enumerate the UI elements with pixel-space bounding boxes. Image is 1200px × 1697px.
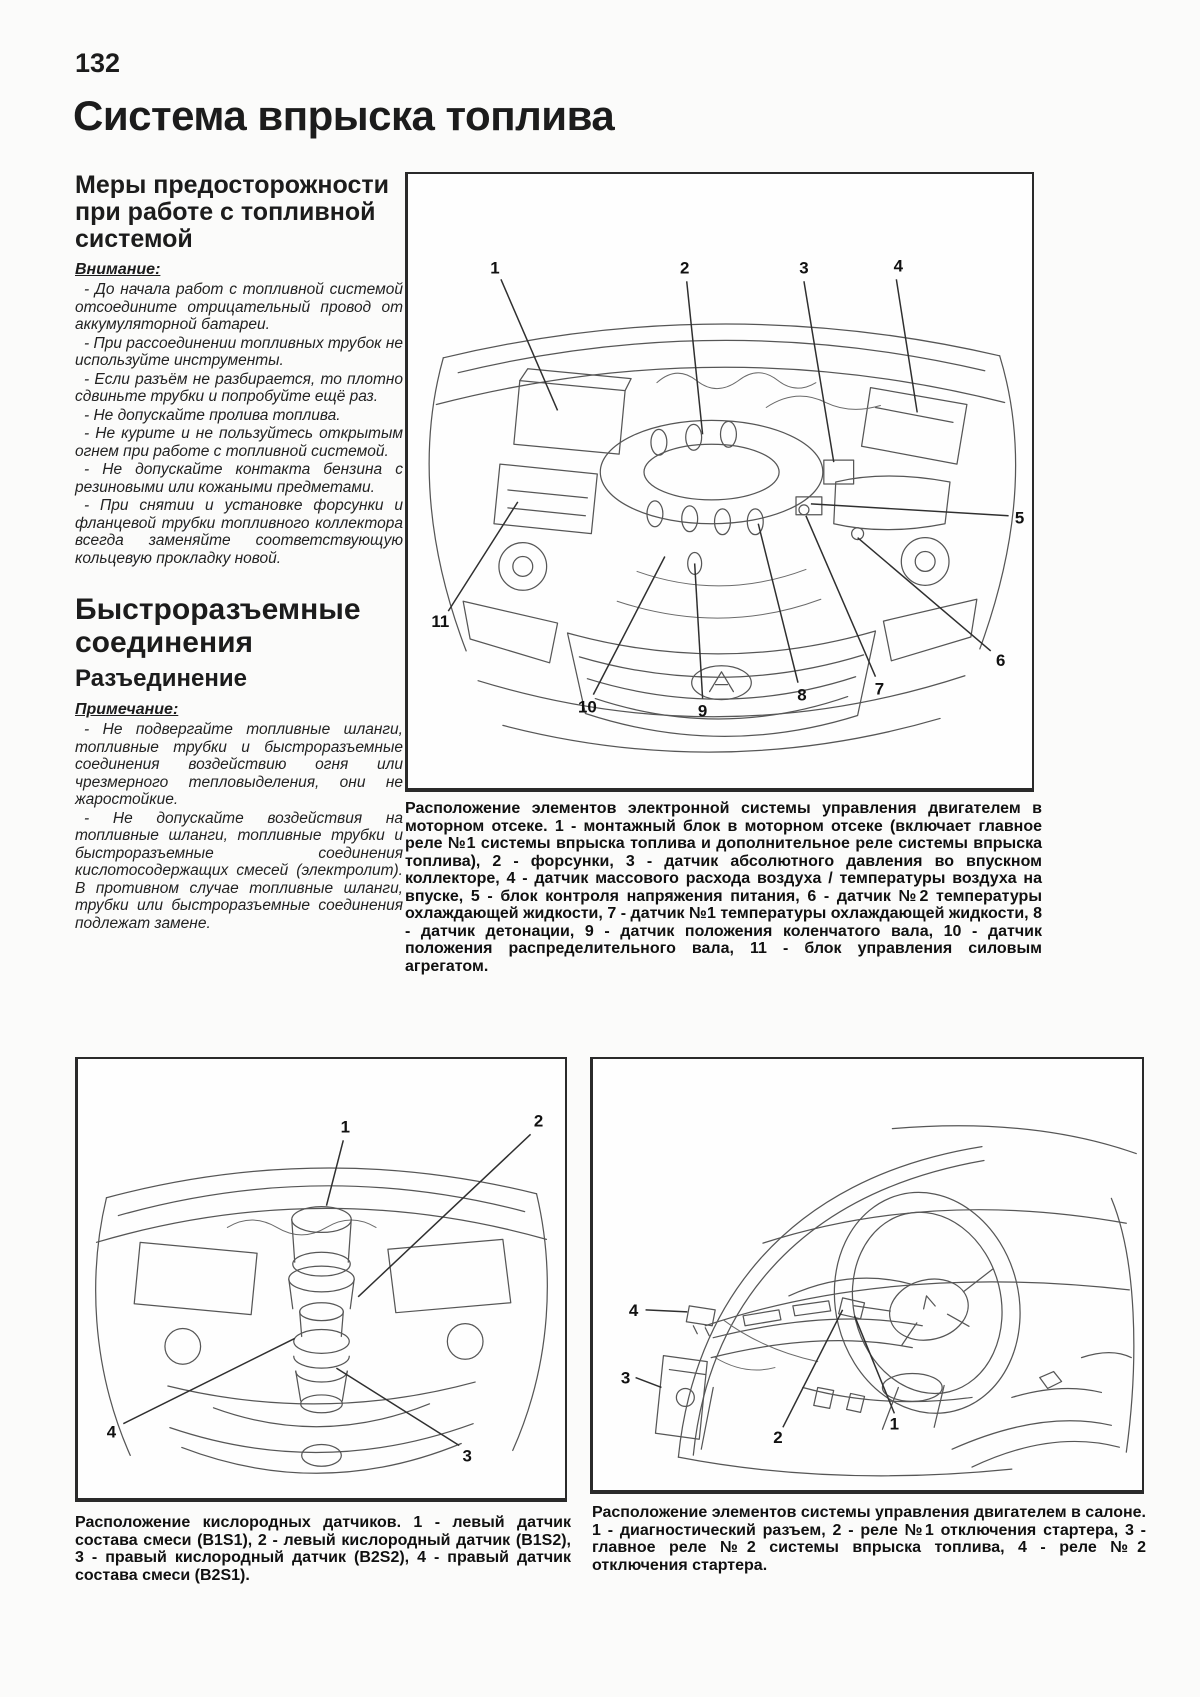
precaution-item: - При снятии и установке форсунки и фланцевой трубки топливного коллектора всегда заменяйте соответствующую кольцевую прокладку новой. xyxy=(75,497,403,567)
callout-label: 7 xyxy=(874,679,885,699)
precaution-item: - При рассоединении топливных трубок не используйте инструменты. xyxy=(75,334,403,369)
figure-oxygen-sensors xyxy=(75,1057,567,1502)
note-item: - Не подвергайте топливные шланги, топливные трубки и быстроразъемные соединения воздействию огня или чрезмерного тепловыделения, они не жаростойкие. xyxy=(75,721,403,808)
callout-leader-lines xyxy=(448,279,1008,698)
precaution-item: - Не допускайте контакта бензина с резиновыми или кожаными предметами. xyxy=(75,461,403,496)
cabin-caption: Расположение элементов системы управления двигателем в салоне. 1 - диагностический разъем, 2 - реле №1 отключения стартера, 3 - главное реле №2 системы впрыска топлива, 4 - реле №2 отключения стартера. xyxy=(592,1504,1146,1574)
page-title: Система впрыска топлива xyxy=(73,92,615,139)
engine-and-sensors xyxy=(134,1207,511,1413)
precaution-item: - До начала работ с топливной системой отсоедините отрицательный провод от аккумуляторной батареи. xyxy=(75,281,403,333)
callout-label: 3 xyxy=(799,258,809,278)
disconnection-subheading: Разъединение xyxy=(75,665,247,692)
callout-label: 4 xyxy=(628,1300,639,1320)
callout-label: 4 xyxy=(106,1422,117,1442)
callout-label: 2 xyxy=(680,258,690,278)
callout-label: 1 xyxy=(889,1414,900,1434)
callout-label: 10 xyxy=(577,697,597,717)
callout-label: 2 xyxy=(533,1111,544,1131)
callout-label: 9 xyxy=(697,701,708,721)
figure-engine-bay xyxy=(405,172,1034,792)
cabin-drawing xyxy=(593,1059,1142,1490)
callout-label: 2 xyxy=(773,1428,783,1448)
precaution-item: - Если разъём не разбирается, то плотно сдвиньте трубки и попробуйте ещё раз. xyxy=(75,370,403,405)
page-number: 132 xyxy=(75,48,121,78)
callout-label: 5 xyxy=(1014,508,1025,528)
callout-label: 4 xyxy=(893,256,904,276)
callout-label: 8 xyxy=(797,685,807,705)
quick-connect-heading: Быстроразъемные соединения xyxy=(75,593,361,659)
callout-label: 11 xyxy=(431,612,450,632)
callout-label: 3 xyxy=(620,1368,631,1388)
note-label: Примечание: xyxy=(75,701,179,718)
interior-outline xyxy=(678,1126,1136,1476)
callout-leader-lines xyxy=(636,1310,895,1427)
attention-label: Внимание: xyxy=(75,261,161,278)
precaution-item: - Не допускайте пролива топлива. xyxy=(84,406,341,424)
callout-label: 6 xyxy=(995,650,1006,670)
oxygen-sensors-drawing xyxy=(78,1059,565,1498)
callout-label: 3 xyxy=(462,1446,472,1466)
engine-bay-drawing xyxy=(408,174,1032,788)
precautions-heading: Меры предосторожности при работе с топливной системой xyxy=(75,171,389,253)
callout-label: 1 xyxy=(340,1117,350,1137)
oxygen-sensors-caption: Расположение кислородных датчиков. 1 - левый датчик состава смеси (B1S1), 2 - левый кислородный датчик (B1S2), 3 - правый кислородный датчик (B2S2), 4 - правый датчик состава смеси (B2S1). xyxy=(75,1514,571,1584)
figure-cabin xyxy=(590,1057,1144,1494)
engine-bay-caption: Расположение элементов электронной системы управления двигателем в моторном отсеке. 1 - монтажный блок в моторном отсеке (включает главное реле №1 системы впрыска топлива и дополнительное реле системы впрыска топлива), 2 - форсунки, 3 - датчик абсолютного давления во впускном коллекторе, 4 - датчик массового расхода воздуха / температуры воздуха на впуске, 5 - блок контроля напряжения питания, 6 - датчик №2 температуры охлаждающей жидкости, 7 - датчик №1 температуры охлаждающей жидкости, 8 - датчик детонации, 9 - датчик положения коленчатого вала, 10 - датчик положения распределительного вала, 11 - блок управления силовым агрегатом. xyxy=(405,800,1042,975)
precaution-item: - Не курите и не пользуйтесь открытым огнем при работе с топливной системой. xyxy=(75,425,403,460)
engine-components xyxy=(494,369,967,618)
left-column xyxy=(75,172,403,933)
note-item: - Не допускайте воздействия на топливные шланги, топливные трубки и быстроразъемные соединения кислотосодержащих смесей (электролит). В противном случае топливные шланги, трубки или быстроразъемные соединения подлежат замене. xyxy=(75,809,403,932)
callout-label: 1 xyxy=(490,258,500,278)
